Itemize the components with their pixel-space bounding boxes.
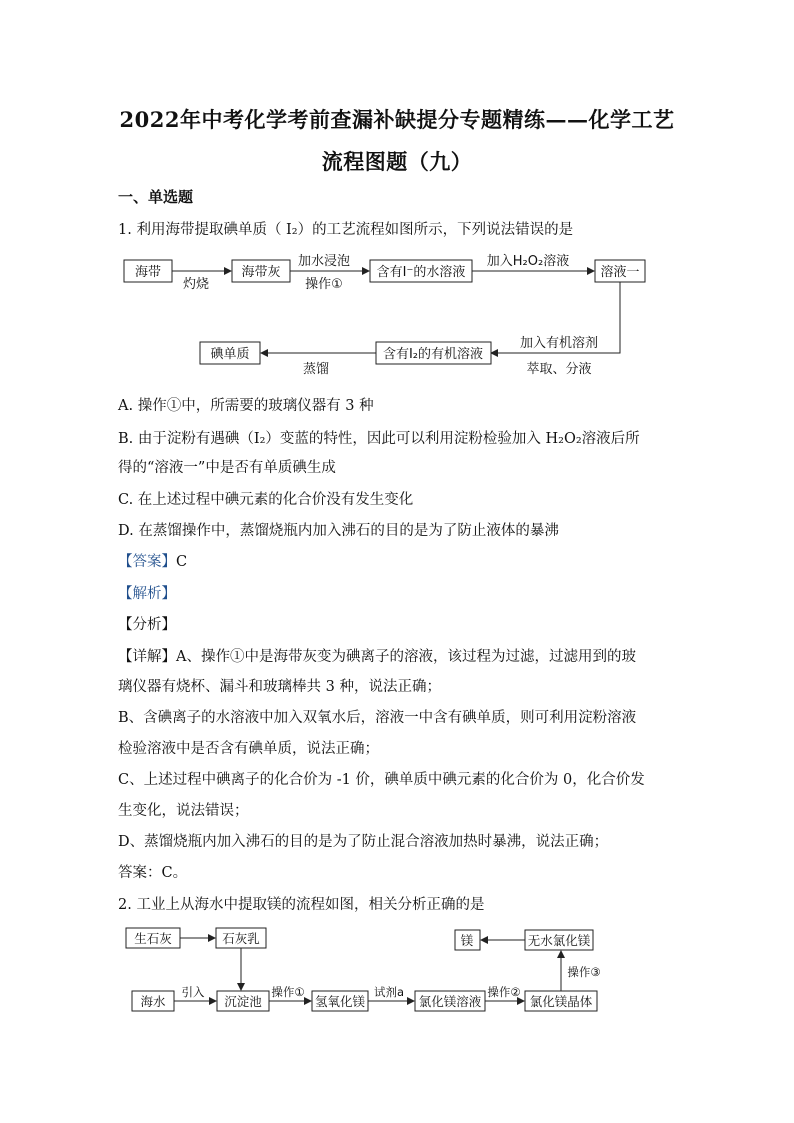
q1-option-c: C. 在上述过程中碘元素的化合价没有发生变化 [118,492,414,508]
q1-node-seaweed: 海带 [134,265,162,280]
q1-detail-line3: B、含碘离子的水溶液中加入双氧水后，溶液一中含有碘单质，则可利用淀粉溶液 [118,710,637,726]
analysis-tag: 【解析】 [118,586,176,602]
section-heading: 一、单选题 [118,188,194,206]
q1-answer [118,550,187,571]
q1-node-ash: 海带灰 [241,265,281,280]
answer-tag: 【答案】 [118,554,176,570]
q1-detail-line6: 生变化，说法错误； [118,803,249,819]
q1-label-distill: 蒸馏 [302,362,330,377]
q1-detail-line8: 答案：C。 [118,865,188,881]
q2-node-magnesium: 镁 [460,933,474,948]
q2-node-anhydrous-mgcl2: 无水氯化镁 [527,933,591,948]
q1-node-solution1: 溶液一 [600,265,640,280]
q1-option-a: A. 操作①中，所需要的玻璃仪器有 3 种 [118,398,374,414]
q1-label-burn: 灼烧 [182,277,210,292]
fenxi-tag: 【分析】 [118,617,176,633]
q1-detail-line2: 璃仪器有烧杯、漏斗和玻璃棒共 3 种，说法正确； [118,679,441,695]
q1-label-op1: 操作① [305,277,343,292]
q2-node-quicklime: 生石灰 [134,931,172,946]
q1-option-b-line2: 得的“溶液一”中是否有单质碘生成 [118,460,336,476]
q1-detail-line5: C、上述过程中碘离子的化合价为 -1 价，碘单质中碘元素的化合价为 0，化合价发 [118,772,645,788]
q1-label-add-h2o2: 加入H₂O₂溶液 [486,254,570,269]
q1-node-iodide-solution: 含有I⁻的水溶液 [376,265,466,280]
q1-detail-line4: 检验溶液中是否含有碘单质，说法正确； [118,741,379,757]
q1-stem: 1. 利用海带提取碘单质（ I₂）的工艺流程如图所示，下列说法错误的是 [118,222,574,238]
q2-node-mgcl2-crystal: 氯化镁晶体 [529,994,593,1009]
q1-label-soak: 加水浸泡 [297,254,351,269]
q2-node-mg-hydroxide: 氢氧化镁 [314,994,366,1009]
q2-node-seawater: 海水 [140,994,166,1009]
q2-node-mgcl2-solution: 氯化镁溶液 [418,994,482,1009]
q1-node-iodine: 碘单质 [210,347,250,362]
q1-node-organic-solution: 含有I₂的有机溶液 [382,347,484,362]
q1-flowchart [110,248,670,378]
page-title-line1: 2022年中考化学考前查漏补缺提分专题精练——化学工艺 [119,107,675,132]
q1-option-b-line1: B. 由于淀粉有遇碘（I₂）变蓝的特性，因此可以利用淀粉检验加入 H₂O₂溶液后所 [118,431,640,447]
q1-label-extract: 萃取、分液 [526,362,592,377]
detail-tag: 【详解】 [118,649,176,665]
q1-label-add-organic: 加入有机溶剂 [519,336,599,351]
q2-label-op1: 操作① [271,985,305,999]
q2-flowchart [118,920,618,1025]
q2-node-lime-milk: 石灰乳 [222,931,260,946]
q2-label-op2: 操作② [487,985,521,999]
answer-value: C [176,554,188,570]
q2-label-introduce: 引入 [181,985,205,999]
q2-node-tank: 沉淀池 [224,994,262,1009]
page-title-line2: 流程图题（九） [321,149,473,174]
q1-detail-line1 [118,645,636,666]
q2-stem: 2. 工业上从海水中提取镁的流程如图，相关分析正确的是 [118,897,485,913]
q1-option-d: D. 在蒸馏操作中，蒸馏烧瓶内加入沸石的目的是为了防止液体的暴沸 [118,523,559,539]
q1-detail-line7: D、蒸馏烧瓶内加入沸石的目的是为了防止混合溶液加热时暴沸，说法正确； [118,834,609,850]
q2-label-reagent-a: 试剂a [373,985,405,999]
detail-text: A、操作①中是海带灰变为碘离子的溶液，该过程为过滤，过滤用到的玻 [176,649,636,665]
q2-label-op3: 操作③ [567,965,601,979]
